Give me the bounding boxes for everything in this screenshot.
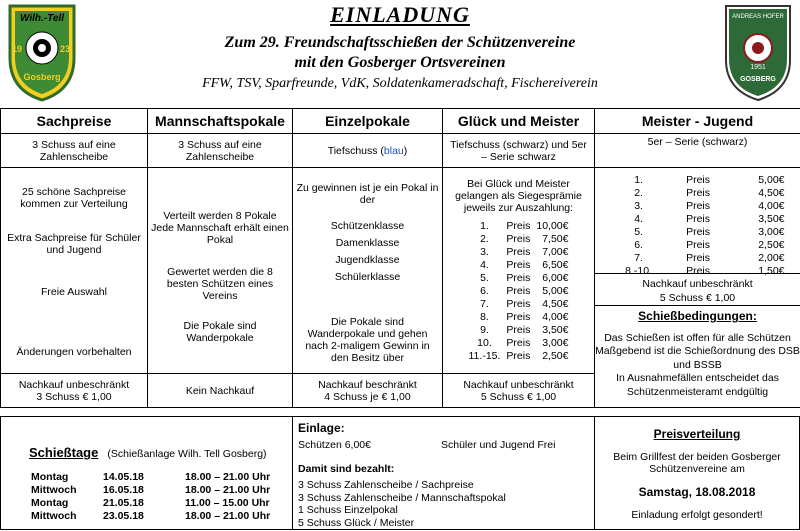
einlage-a: Schützen 6,00€	[298, 439, 371, 451]
prize-table	[0, 108, 800, 408]
mann-p3: Die Pokale sind Wanderpokale	[183, 320, 257, 344]
einlage-b: Schüler und Jugend Frei	[441, 439, 556, 451]
einlage-title: Einlage:	[298, 421, 345, 435]
preis-p2: Einladung erfolgt gesondert!	[631, 509, 763, 521]
paid-item: 3 Schuss Zahlenscheibe / Mannschaftspokal	[298, 491, 506, 504]
schiesstage-list	[27, 471, 276, 523]
jugend-nachkauf	[595, 274, 800, 306]
paid-title: Damit sind bezahlt:	[298, 463, 395, 475]
preis-title: Preisverteilung	[653, 427, 741, 441]
schiesstage-heading	[29, 445, 267, 460]
logo-right-year: 1951	[750, 64, 766, 71]
prize-row: 3. Preis 7,00€	[480, 246, 569, 258]
prize-row: 7. Preis 2,00€	[634, 252, 785, 264]
preis-p1: Beim Grillfest der beiden Gosberger Schützenvereine am	[613, 451, 781, 475]
mann-shots: 3 Schuss auf eine Zahlenscheibe	[148, 134, 293, 168]
prize-row: 4. Preis 6,50€	[480, 259, 569, 271]
preis-date: Samstag, 18.08.2018	[638, 485, 756, 499]
preisverteilung-box	[594, 416, 800, 530]
mann-nachkauf: Kein Nachkauf	[148, 374, 293, 408]
einzel-classes	[296, 218, 439, 286]
prize-row: 11.-15. Preis 2,50€	[468, 350, 569, 362]
logo-right-top: ANDREAS HOFER	[732, 14, 784, 20]
sach-shots: 3 Schuss auf eine Zahlenscheibe	[1, 134, 148, 168]
einzel-shots-a: Tiefschuss (	[327, 144, 384, 157]
glueck-prize-list	[466, 220, 572, 363]
prize-row: 1. Preis 5,00€	[634, 174, 785, 186]
schiesstage-box	[0, 416, 293, 530]
bed-2: Maßgebend ist die Schießordnung des DSB und BSSB	[595, 345, 800, 371]
page-title: EINLADUNG	[330, 2, 470, 27]
prize-row: 4. Preis 3,50€	[634, 213, 785, 225]
sach-nachkauf: Nachkauf unbeschränkt 3 Schuss € 1,00	[1, 374, 148, 408]
class-item: Schützenklasse	[330, 220, 405, 232]
einzel-shots-b: )	[403, 144, 408, 157]
paid-item: 5 Schuss Glück / Meister	[298, 516, 415, 529]
jugend-nach2: 5 Schuss € 1,00	[659, 292, 736, 304]
bottom-section	[0, 416, 800, 531]
sach-p1: 25 schöne Sachpreise kommen zur Verteilung	[20, 186, 128, 210]
col-sachpreise: Sachpreise	[1, 109, 148, 134]
jugend-nach: Nachkauf unbeschränkt	[642, 278, 753, 290]
mann-body	[148, 168, 293, 374]
day-row: Montag 14.05.18 18.00 – 21.00 Uhr	[31, 471, 271, 483]
subtitle-line-1: Zum 29. Freundschaftsschießen der Schützenvereine	[224, 34, 576, 51]
logo-left-year-right: 23	[60, 44, 71, 54]
day-row: Mittwoch 16.05.18 18.00 – 21.00 Uhr	[31, 484, 271, 496]
prize-row: 8. Preis 4,00€	[480, 311, 569, 323]
mann-p1: Verteilt werden 8 Pokale Jede Mannschaft erhält einen Pokal	[151, 210, 289, 246]
paid-list	[298, 479, 506, 529]
logo-right-bottom: GOSBERG	[740, 76, 776, 83]
prize-row: 1. Preis 10,00€	[480, 220, 569, 232]
prize-row: 2. Preis 7,50€	[480, 233, 569, 245]
logo-left-year-left: 19	[12, 44, 23, 54]
jugend-prize-list	[608, 174, 788, 278]
einzel-nachkauf: Nachkauf beschränkt 4 Schuss je € 1,00	[293, 374, 443, 408]
einzel-body	[293, 168, 443, 374]
jugend-shots: 5er – Serie (schwarz)	[595, 134, 800, 168]
mann-p2: Gewertet werden die 8 besten Schützen eines Vereins	[166, 266, 274, 302]
header	[0, 0, 800, 108]
prize-row: 5. Preis 6,00€	[480, 272, 569, 284]
paid-item: 3 Schuss Zahlenscheibe / Sachpreise	[298, 479, 474, 491]
prize-row: 7. Preis 4,50€	[480, 298, 569, 310]
logo-left-bottom: Gosberg	[23, 72, 61, 82]
col-einzelpokale: Einzelpokale	[293, 109, 443, 134]
col-mannschaftspokale: Mannschaftspokale	[148, 109, 293, 134]
glueck-p1: Bei Glück und Meister gelangen als Siegesprämie jeweils zur Auszahlung:	[455, 178, 582, 214]
col-glueck-meister: Glück und Meister	[443, 109, 595, 134]
subtitle-line-2: mit den Gosberger Ortsvereinen	[294, 54, 506, 71]
bed-title: Schießbedingungen:	[638, 309, 757, 323]
day-row: Mittwoch 23.05.18 18.00 – 21.00 Uhr	[31, 510, 271, 522]
day-row: Montag 21.05.18 11.00 – 15.00 Uhr	[31, 497, 270, 509]
bed-3: In Ausnahmefällen entscheidet das Schützenmeisteramt endgültig	[616, 372, 779, 398]
schiessbedingungen	[595, 306, 800, 399]
prize-row: 6. Preis 5,00€	[480, 285, 569, 297]
bed-1: Das Schießen ist offen für alle Schützen	[604, 331, 791, 344]
einzel-shots-blue: blau	[383, 144, 404, 157]
prize-row: 10. Preis 3,00€	[477, 337, 569, 349]
prize-row: 8.-10. Preis 1,50€	[625, 265, 785, 277]
sach-p2: Extra Sachpreise für Schüler und Jugend	[7, 232, 141, 256]
schiesstage-subtitle: (Schießanlage Wilh. Tell Gosberg)	[107, 448, 267, 460]
prize-row: 6. Preis 2,50€	[634, 239, 785, 251]
prize-row: 5. Preis 3,00€	[634, 226, 785, 238]
prize-row: 3. Preis 4,00€	[634, 200, 785, 212]
glueck-body	[443, 168, 595, 374]
logo-left-top: Wilh.-Tell	[20, 13, 64, 24]
class-item: Jugendklasse	[335, 254, 400, 266]
sach-p3: Freie Auswahl	[41, 286, 107, 298]
schiesstage-title: Schießtage	[29, 445, 99, 460]
class-item: Damenklasse	[335, 237, 400, 249]
jugend-body	[595, 168, 800, 408]
einzel-shots	[293, 134, 443, 168]
subtitle-line-3: FFW, TSV, Sparfreunde, VdK, Soldatenkameradschaft, Fischereiverein	[202, 76, 598, 91]
sach-body	[1, 168, 148, 374]
col-meister-jugend: Meister - Jugend	[595, 109, 800, 134]
glueck-nachkauf: Nachkauf unbeschränkt 5 Schuss € 1,00	[443, 374, 595, 408]
einzel-p1: Zu gewinnen ist je ein Pokal in der	[296, 182, 439, 206]
einzel-p2: Die Pokale sind Wanderpokale und gehen nach 2-maligem Gewinn in den Besitz über	[305, 316, 430, 364]
glueck-shots: Tiefschuss (schwarz) und 5er – Serie schwarz	[443, 134, 595, 168]
paid-item: 1 Schuss Einzelpokal	[298, 504, 398, 516]
jugend-prize-box	[595, 168, 800, 277]
einlage-box	[292, 416, 595, 530]
class-item: Schülerklasse	[334, 271, 401, 283]
sach-p4: Änderungen vorbehalten	[16, 346, 132, 358]
prize-row: 9. Preis 3,50€	[480, 324, 569, 336]
prize-row: 2. Preis 4,50€	[634, 187, 785, 199]
